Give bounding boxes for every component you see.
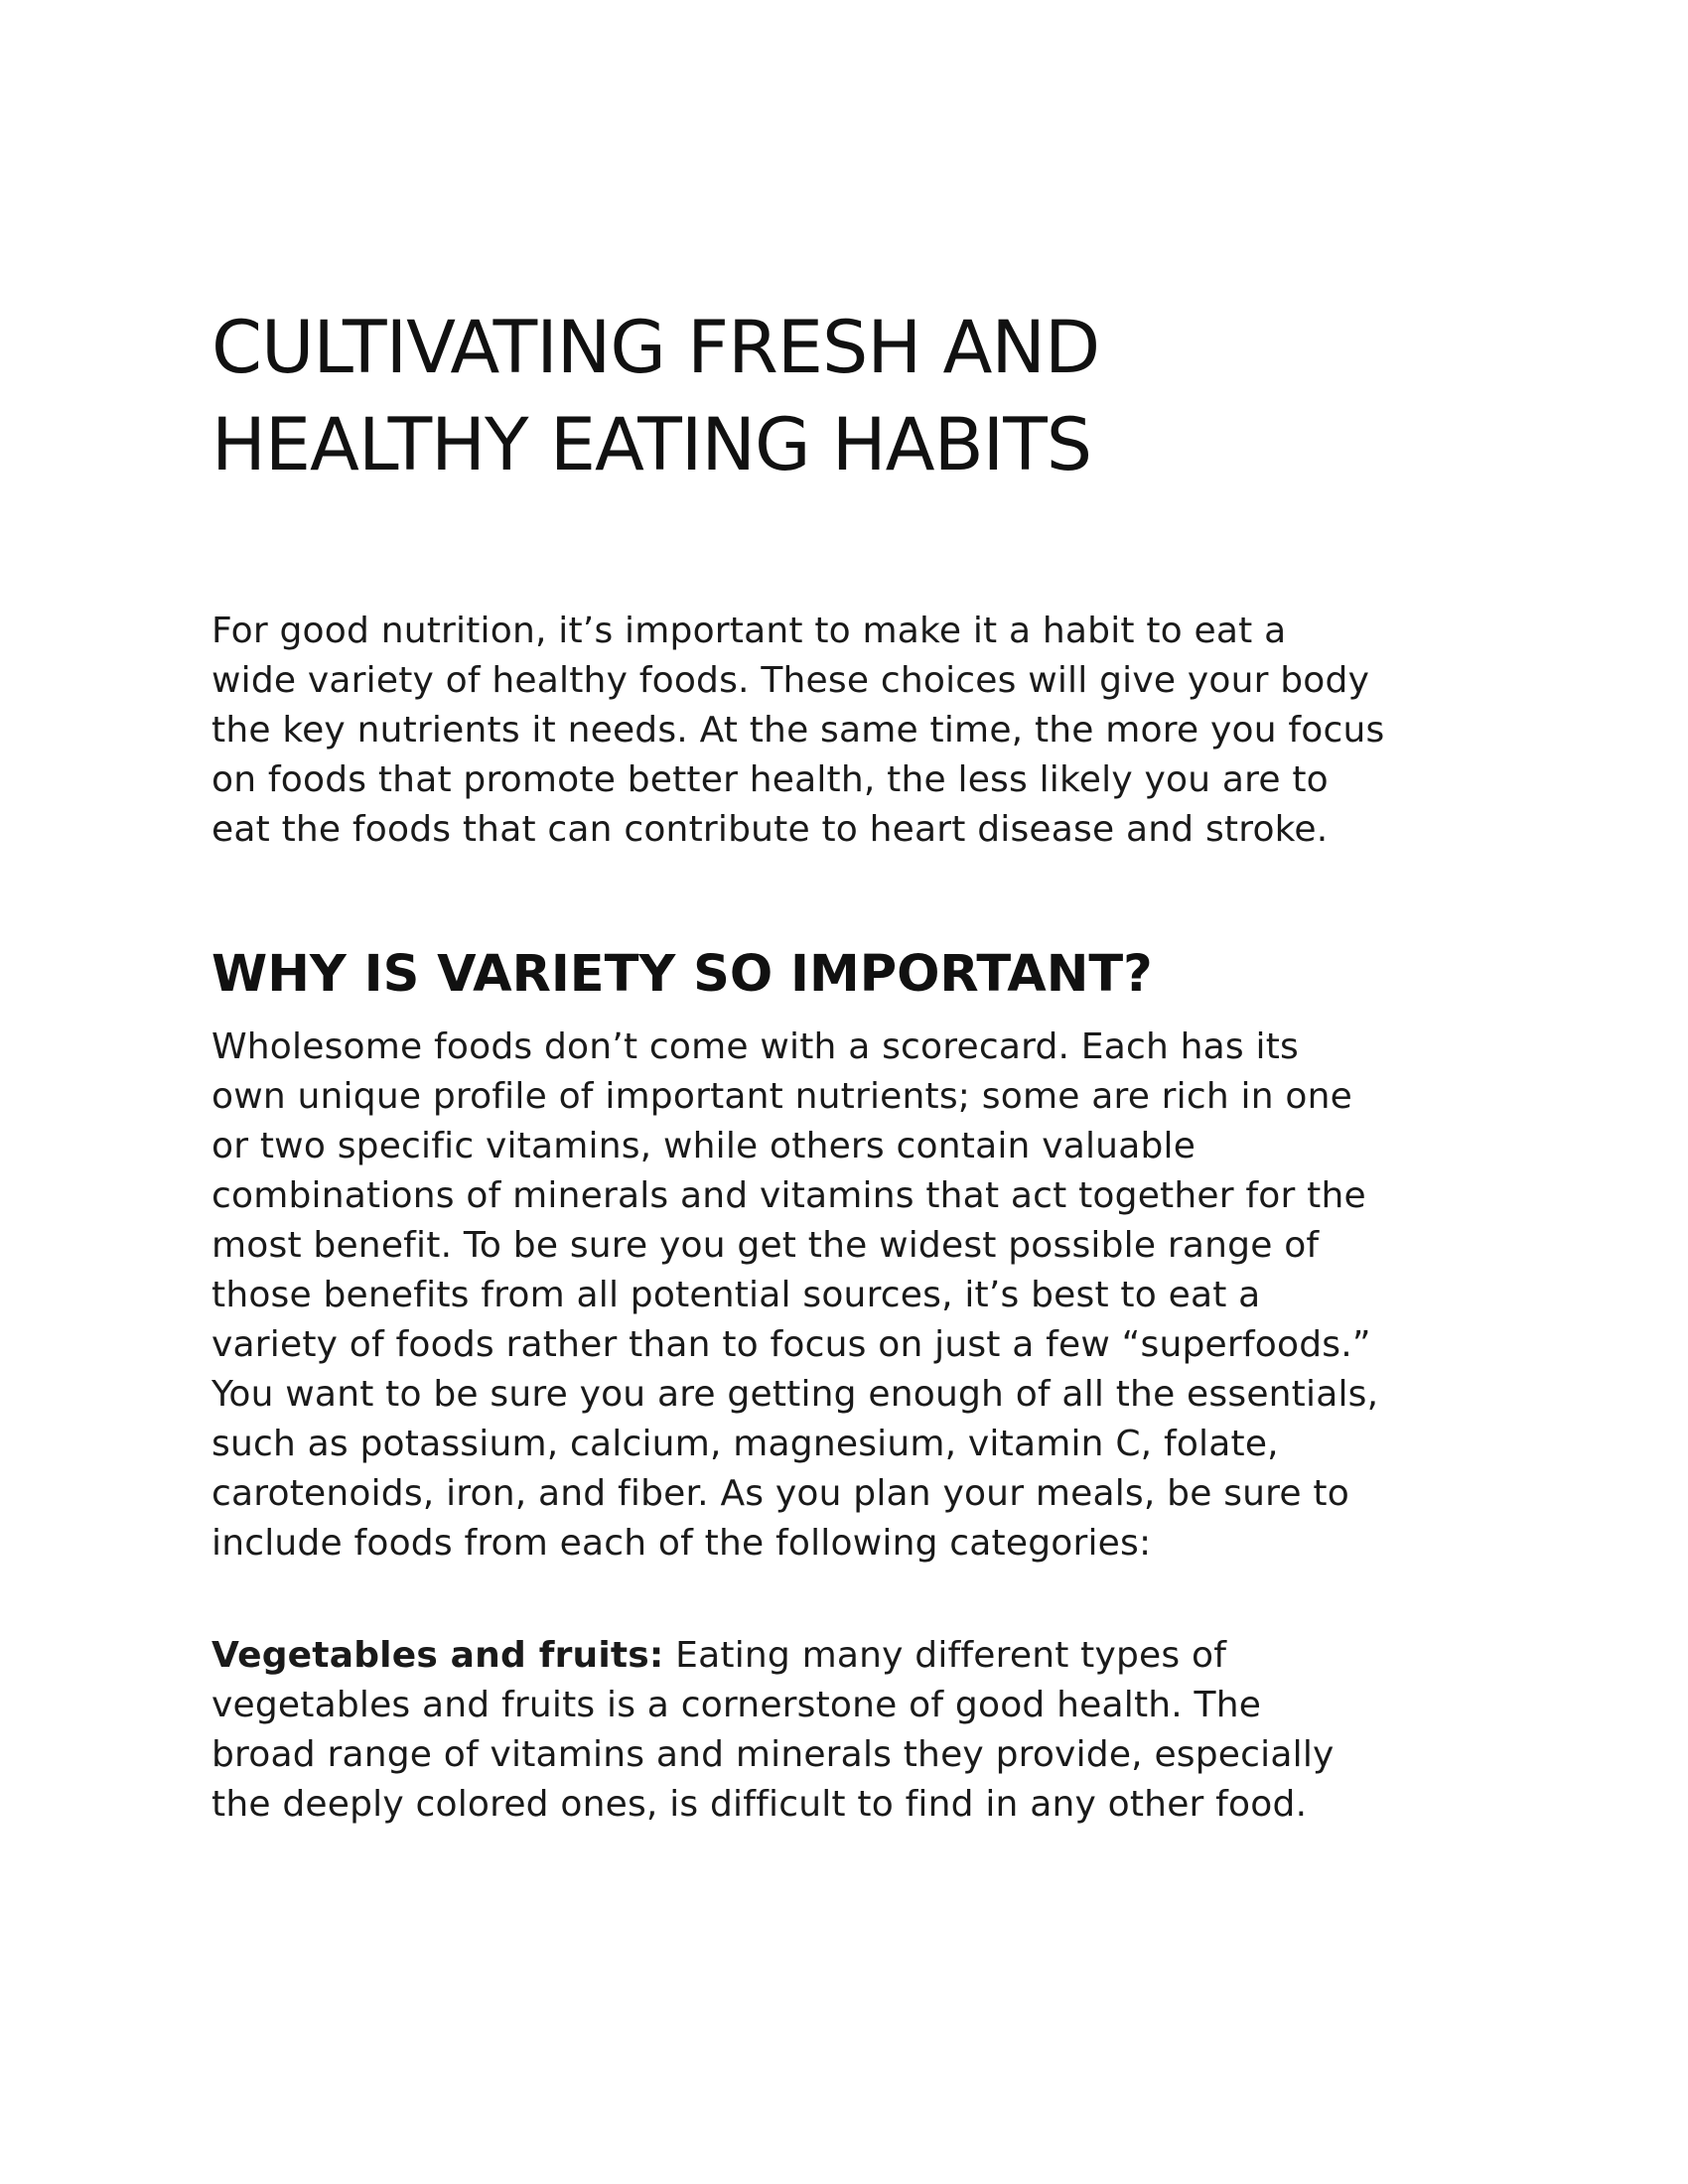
paragraph-line: wide variety of healthy foods. These choices will give your body xyxy=(211,660,1370,701)
paragraph-line: or two specific vitamins, while others contain valuable xyxy=(211,1126,1196,1166)
paragraph-line: the deeply colored ones, is difficult to find in any other food. xyxy=(211,1784,1308,1825)
paragraph-line: combinations of minerals and vitamins that act together for the xyxy=(211,1175,1366,1216)
paragraph-line: own unique profile of important nutrients; some are rich in one xyxy=(211,1076,1352,1117)
paragraph-line xyxy=(211,1631,1502,1681)
paragraph-line: Wholesome foods don’t come with a scorecard. Each has its xyxy=(211,1026,1300,1067)
title-line: CULTIVATING FRESH AND xyxy=(211,306,1100,390)
intro-paragraph xyxy=(211,607,1502,855)
paragraph-line: most benefit. To be sure you get the widest possible range of xyxy=(211,1225,1320,1266)
paragraph-line: the key nutrients it needs. At the same time, the more you focus xyxy=(211,710,1385,751)
category-text: Eating many different types of xyxy=(663,1635,1227,1676)
paragraph-line: carotenoids, iron, and fiber. As you plan your meals, be sure to xyxy=(211,1473,1349,1514)
category-label: Vegetables and fruits: xyxy=(211,1635,664,1676)
vegetables-paragraph xyxy=(211,1631,1502,1830)
paragraph-line: such as potassium, calcium, magnesium, vitamin C, folate, xyxy=(211,1424,1279,1464)
variety-paragraph xyxy=(211,1023,1502,1569)
paragraph-line: those benefits from all potential sources, it’s best to eat a xyxy=(211,1275,1261,1315)
paragraph-line: You want to be sure you are getting enough of all the essentials, xyxy=(211,1374,1379,1415)
section-heading: WHY IS VARIETY SO IMPORTANT? xyxy=(211,945,1153,1004)
paragraph-line: eat the foods that can contribute to heart disease and stroke. xyxy=(211,809,1329,850)
page-title xyxy=(211,300,1502,494)
paragraph-line: include foods from each of the following categories: xyxy=(211,1523,1152,1564)
paragraph-line: on foods that promote better health, the less likely you are to xyxy=(211,759,1329,800)
paragraph-line: For good nutrition, it’s important to make it a habit to eat a xyxy=(211,611,1287,651)
paragraph-line: broad range of vitamins and minerals they provide, especially xyxy=(211,1734,1335,1775)
paragraph-line: variety of foods rather than to focus on just a few “superfoods.” xyxy=(211,1324,1371,1365)
title-line: HEALTHY EATING HABITS xyxy=(211,403,1092,487)
paragraph-line: vegetables and fruits is a cornerstone of good health. The xyxy=(211,1685,1262,1725)
